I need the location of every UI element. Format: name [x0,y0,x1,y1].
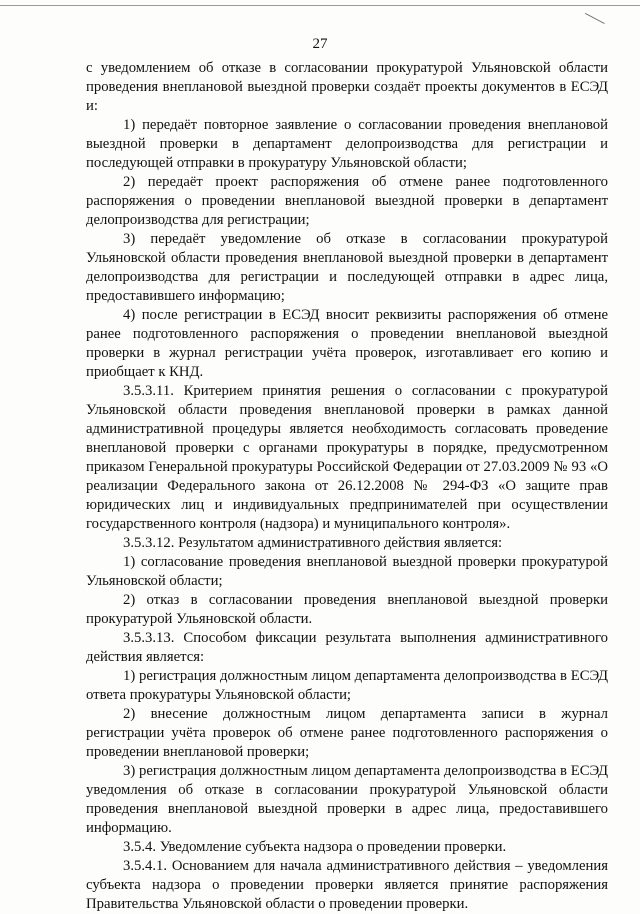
paragraph-item-4: 4) после регистрации в ЕСЭД вносит реквизиты распоряжения об отмене ранее подготовленного распоряжения о проведении внеплановой выездной проверки в журнал регистрации учёта проверок, изготавливает его копию и приобщает к КНД. [86,307,608,380]
paragraph-item-3: 3) передаёт уведомление об отказе в согласовании прокуратурой Ульяновской области проведения внеплановой выездной проверки в департамент делопроизводства для регистрации и последующей отправки в адрес лица, предоставившего информацию; [86,231,608,304]
paragraph-continuation: с уведомлением об отказе в согласовании прокуратурой Ульяновской области проведения внеплановой выездной проверки создаёт проекты документов в ЕСЭД и: [86,60,608,114]
document-body [86,59,608,914]
scan-top-rule [0,5,640,6]
page-number: 27 [312,36,328,52]
paragraph-item-1: 1) передаёт повторное заявление о согласовании проведения внеплановой выездной проверки в департамент делопроизводства для регистрации и последующей отправки в прокуратуру Ульяновской области; [86,117,608,171]
paragraph-fixation-2: 2) внесение должностным лицом департамента записи в журнал регистрации учёта проверок об отмене ранее подготовленного распоряжения о проведении внеплановой проверки; [86,706,608,760]
paragraph-fixation-1: 1) регистрация должностным лицом департамента делопроизводства в ЕСЭД ответа прокуратуры Ульяновской области; [86,668,608,703]
paragraph-3-5-3-11: 3.5.3.11. Критерием принятия решения о согласовании с прокуратурой Ульяновской области проведения внеплановой проверки в рамках данной административной процедуры является необходимость согласовать проведение внеплановой проверки с органами прокуратуры в порядке, предусмотренном приказом Генеральной прокуратуры Российской Федерации от 27.03.2009 № 93 «О реализации Федерального закона от 26.12.2008 № 294-ФЗ «О защите прав юридических лиц и индивидуальных предпринимателей при осуществлении государственного контроля (надзора) и муниципального контроля». [86,383,608,532]
paragraph-result-2: 2) отказ в согласовании проведения внеплановой выездной проверки прокуратурой Ульяновской области. [86,592,608,627]
paragraph-item-2: 2) передаёт проект распоряжения об отмене ранее подготовленного распоряжения о проведении внеплановой выездной проверки в департамент делопроизводства для регистрации; [86,174,608,228]
paragraph-3-5-4: 3.5.4. Уведомление субъекта надзора о проведении проверки. [123,839,507,855]
scan-corner-mark [585,4,610,24]
paragraph-result-1: 1) согласование проведения внеплановой выездной проверки прокуратурой Ульяновской области; [86,554,608,589]
paragraph-3-5-3-12: 3.5.3.12. Результатом административного действия является: [123,535,503,551]
paragraph-3-5-4-1: 3.5.4.1. Основанием для начала административного действия – уведомления субъекта надзора о проведении проверки является принятие распоряжения Правительства Ульяновской области о проведении проверки. [86,858,608,912]
paragraph-3-5-3-13: 3.5.3.13. Способом фиксации результата выполнения административного действия является: [86,630,608,665]
paragraph-fixation-3: 3) регистрация должностным лицом департамента делопроизводства в ЕСЭД уведомления об отказе в согласовании прокуратурой Ульяновской области проведения внеплановой выездной проверки в адрес лица, предоставившего информацию. [86,763,608,836]
